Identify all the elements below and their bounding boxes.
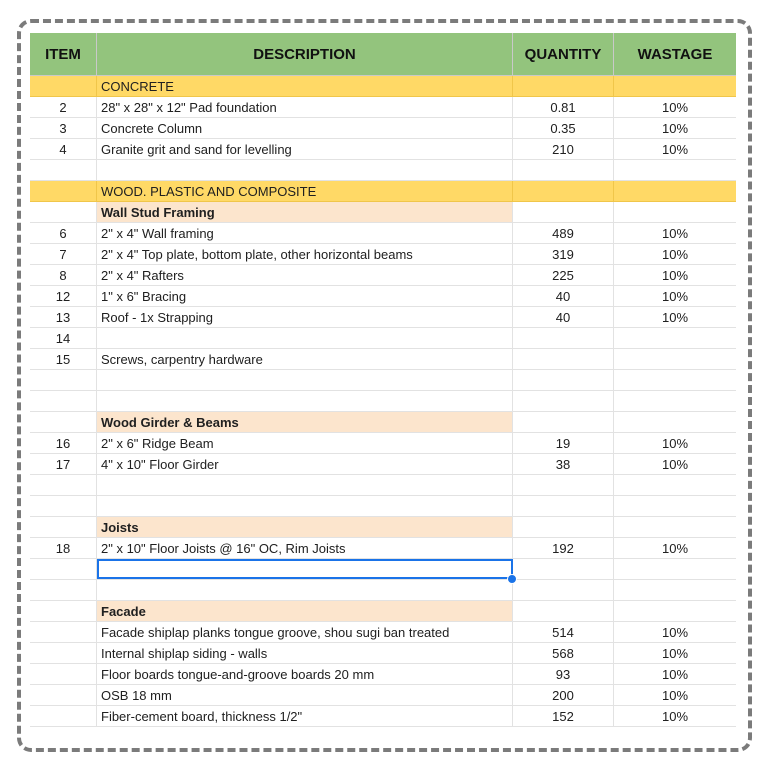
cell-wastage[interactable]: 10% bbox=[661, 246, 689, 262]
cell-quantity[interactable] bbox=[513, 496, 614, 516]
cell-item[interactable]: 8 bbox=[30, 265, 97, 285]
cell-wastage[interactable]: 10% bbox=[661, 456, 689, 472]
cell-quantity[interactable] bbox=[513, 160, 614, 180]
table-row bbox=[30, 349, 736, 370]
cell-wastage[interactable] bbox=[614, 601, 736, 621]
table-row bbox=[30, 622, 736, 643]
cell-wastage[interactable] bbox=[614, 412, 736, 432]
cell-item[interactable]: 12 bbox=[30, 286, 97, 306]
cell-description[interactable]: Wood Girder & Beams bbox=[97, 412, 513, 432]
table-row bbox=[30, 538, 736, 559]
cell-quantity[interactable]: 152 bbox=[513, 706, 614, 726]
cell-quantity[interactable]: 568 bbox=[513, 643, 614, 663]
section-row bbox=[30, 76, 736, 97]
cell-description[interactable]: 2" x 6" Ridge Beam bbox=[97, 433, 513, 453]
cell-item[interactable] bbox=[30, 181, 97, 201]
cell-description[interactable]: 1" x 6" Bracing bbox=[97, 286, 513, 306]
cell-wastage[interactable]: 10% bbox=[661, 309, 689, 325]
cell-item[interactable] bbox=[30, 160, 97, 180]
cell-wastage[interactable] bbox=[614, 202, 736, 222]
cell-wastage[interactable] bbox=[614, 160, 736, 180]
cell-description[interactable] bbox=[97, 496, 513, 516]
table-row bbox=[30, 643, 736, 664]
cell-item[interactable] bbox=[30, 496, 97, 516]
cell-item[interactable]: 15 bbox=[30, 349, 97, 369]
cell-quantity[interactable]: 38 bbox=[513, 454, 614, 474]
table-row bbox=[30, 685, 736, 706]
table-row bbox=[30, 433, 736, 454]
table-row bbox=[30, 286, 736, 307]
cell-description[interactable]: Screws, carpentry hardware bbox=[97, 349, 513, 369]
cell-wastage[interactable]: 10% bbox=[661, 645, 689, 661]
subsection-row bbox=[30, 517, 736, 538]
cell-quantity[interactable]: 0.35 bbox=[513, 118, 614, 138]
table-row bbox=[30, 223, 736, 244]
subsection-row bbox=[30, 412, 736, 433]
table-row bbox=[30, 118, 736, 139]
cell-item[interactable]: 18 bbox=[30, 538, 97, 558]
cell-description[interactable]: Granite grit and sand for levelling bbox=[97, 139, 513, 159]
table-row bbox=[30, 265, 736, 286]
cell-quantity[interactable] bbox=[513, 559, 614, 579]
table-row bbox=[30, 706, 736, 727]
cell-item[interactable]: 2 bbox=[30, 97, 97, 117]
spreadsheet-grid bbox=[30, 33, 736, 727]
cell-quantity[interactable] bbox=[513, 202, 614, 222]
cell-wastage[interactable]: 10% bbox=[661, 687, 689, 703]
cell-item[interactable]: 13 bbox=[30, 307, 97, 327]
cell-item[interactable] bbox=[30, 559, 97, 579]
table-row bbox=[30, 496, 736, 517]
cell-description[interactable]: 4" x 10" Floor Girder bbox=[97, 454, 513, 474]
cell-item[interactable] bbox=[30, 370, 97, 390]
cell-quantity[interactable] bbox=[513, 517, 614, 537]
cell-item[interactable] bbox=[30, 706, 97, 726]
cell-quantity[interactable] bbox=[513, 391, 614, 411]
cell-description[interactable] bbox=[97, 391, 513, 411]
cell-wastage[interactable] bbox=[614, 496, 736, 516]
cell-description[interactable]: 2" x 4" Rafters bbox=[97, 265, 513, 285]
cell-wastage[interactable]: 10% bbox=[661, 225, 689, 241]
cell-item[interactable] bbox=[30, 391, 97, 411]
cell-description[interactable] bbox=[97, 160, 513, 180]
cell-description[interactable] bbox=[97, 328, 513, 348]
cell-description[interactable]: Concrete Column bbox=[97, 118, 513, 138]
table-row bbox=[30, 97, 736, 118]
cell-quantity[interactable] bbox=[513, 475, 614, 495]
cell-wastage[interactable] bbox=[614, 349, 736, 369]
cell-item[interactable]: 4 bbox=[30, 139, 97, 159]
cell-item[interactable] bbox=[30, 580, 97, 600]
cell-quantity[interactable]: 19 bbox=[513, 433, 614, 453]
table-row bbox=[30, 475, 736, 496]
cell-description[interactable]: 2" x 4" Wall framing bbox=[97, 223, 513, 243]
cell-item[interactable]: 3 bbox=[30, 118, 97, 138]
header-row bbox=[30, 33, 736, 76]
subsection-row bbox=[30, 601, 736, 622]
section-row bbox=[30, 181, 736, 202]
cell-item[interactable] bbox=[30, 412, 97, 432]
table-row bbox=[30, 580, 736, 601]
cell-quantity[interactable] bbox=[513, 76, 614, 96]
cell-wastage[interactable]: 10% bbox=[661, 99, 689, 115]
cell-description[interactable]: 2" x 4" Top plate, bottom plate, other horizontal beams bbox=[97, 244, 513, 264]
cell-quantity[interactable]: 489 bbox=[513, 223, 614, 243]
cell-item[interactable] bbox=[30, 517, 97, 537]
cell-description[interactable] bbox=[97, 475, 513, 495]
cell-item[interactable] bbox=[30, 601, 97, 621]
cell-description[interactable]: 28" x 28" x 12" Pad foundation bbox=[97, 97, 513, 117]
cell-wastage[interactable] bbox=[614, 181, 736, 201]
table-row bbox=[30, 160, 736, 181]
cell-item[interactable]: 14 bbox=[30, 328, 97, 348]
cell-item[interactable] bbox=[30, 685, 97, 705]
cell-description[interactable]: Roof - 1x Strapping bbox=[97, 307, 513, 327]
table-row bbox=[30, 664, 736, 685]
cell-item[interactable]: 7 bbox=[30, 244, 97, 264]
table-row bbox=[30, 244, 736, 265]
cell-wastage[interactable] bbox=[614, 370, 736, 390]
cell-wastage[interactable] bbox=[614, 391, 736, 411]
cell-quantity[interactable] bbox=[513, 580, 614, 600]
cell-wastage[interactable]: 10% bbox=[661, 624, 689, 640]
cell-quantity[interactable]: 40 bbox=[513, 307, 614, 327]
cell-description[interactable]: Facade bbox=[97, 601, 513, 621]
cell-item[interactable] bbox=[30, 643, 97, 663]
cell-wastage[interactable]: 10% bbox=[661, 120, 689, 136]
cell-item[interactable]: 6 bbox=[30, 223, 97, 243]
header-quantity[interactable]: QUANTITY bbox=[513, 33, 614, 75]
cell-description[interactable]: CONCRETE bbox=[97, 76, 513, 96]
cell-quantity[interactable]: 192 bbox=[513, 538, 614, 558]
table-row bbox=[30, 370, 736, 391]
cell-wastage[interactable] bbox=[614, 559, 736, 579]
table-row bbox=[30, 454, 736, 475]
cell-description[interactable]: Internal shiplap siding - walls bbox=[97, 643, 513, 663]
cell-item[interactable] bbox=[30, 475, 97, 495]
cell-quantity[interactable]: 93 bbox=[513, 664, 614, 684]
table-row bbox=[30, 139, 736, 160]
cell-quantity[interactable] bbox=[513, 328, 614, 348]
cell-description[interactable] bbox=[97, 559, 513, 579]
cell-wastage[interactable] bbox=[614, 475, 736, 495]
cell-quantity[interactable]: 40 bbox=[513, 286, 614, 306]
cell-description[interactable]: 2" x 10" Floor Joists @ 16" OC, Rim Joists bbox=[97, 538, 513, 558]
table-row bbox=[30, 559, 736, 580]
table-row bbox=[30, 307, 736, 328]
cell-wastage[interactable] bbox=[614, 517, 736, 537]
cell-description[interactable] bbox=[97, 370, 513, 390]
cell-item[interactable] bbox=[30, 622, 97, 642]
cell-description[interactable]: Joists bbox=[97, 517, 513, 537]
cell-wastage[interactable] bbox=[614, 76, 736, 96]
cell-wastage[interactable]: 10% bbox=[661, 141, 689, 157]
cell-item[interactable] bbox=[30, 664, 97, 684]
cell-description[interactable]: Wall Stud Framing bbox=[97, 202, 513, 222]
cell-description[interactable]: OSB 18 mm bbox=[97, 685, 513, 705]
cell-quantity[interactable]: 319 bbox=[513, 244, 614, 264]
table-row bbox=[30, 328, 736, 349]
cell-item[interactable]: 17 bbox=[30, 454, 97, 474]
cell-description[interactable]: Facade shiplap planks tongue groove, shou sugi ban treated bbox=[97, 622, 513, 642]
cell-wastage[interactable] bbox=[614, 580, 736, 600]
cell-wastage[interactable]: 10% bbox=[661, 540, 689, 556]
subsection-row bbox=[30, 202, 736, 223]
header-wastage[interactable]: WASTAGE bbox=[637, 45, 713, 63]
table-row bbox=[30, 391, 736, 412]
cell-quantity[interactable]: 210 bbox=[513, 139, 614, 159]
cell-item[interactable]: 16 bbox=[30, 433, 97, 453]
header-item[interactable]: ITEM bbox=[30, 33, 97, 75]
cell-quantity[interactable]: 200 bbox=[513, 685, 614, 705]
cell-description[interactable]: Fiber-cement board, thickness 1/2" bbox=[97, 706, 513, 726]
cell-quantity[interactable] bbox=[513, 370, 614, 390]
cell-quantity[interactable] bbox=[513, 412, 614, 432]
fill-handle[interactable] bbox=[507, 574, 517, 584]
cell-item[interactable] bbox=[30, 202, 97, 222]
cell-wastage[interactable] bbox=[614, 328, 736, 348]
cell-quantity[interactable]: 225 bbox=[513, 265, 614, 285]
cell-quantity[interactable] bbox=[513, 601, 614, 621]
cell-wastage[interactable]: 10% bbox=[661, 666, 689, 682]
cell-quantity[interactable] bbox=[513, 181, 614, 201]
cell-description[interactable] bbox=[97, 580, 513, 600]
cell-wastage[interactable]: 10% bbox=[661, 288, 689, 304]
cell-quantity[interactable]: 514 bbox=[513, 622, 614, 642]
header-description[interactable]: DESCRIPTION bbox=[97, 33, 513, 75]
cell-wastage[interactable]: 10% bbox=[661, 708, 689, 724]
cell-quantity[interactable] bbox=[513, 349, 614, 369]
cell-wastage[interactable]: 10% bbox=[661, 267, 689, 283]
cell-wastage[interactable]: 10% bbox=[661, 435, 689, 451]
cell-description[interactable]: Floor boards tongue-and-groove boards 20 mm bbox=[97, 664, 513, 684]
cell-item[interactable] bbox=[30, 76, 97, 96]
cell-quantity[interactable]: 0.81 bbox=[513, 97, 614, 117]
cell-description[interactable]: WOOD. PLASTIC AND COMPOSITE bbox=[97, 181, 513, 201]
